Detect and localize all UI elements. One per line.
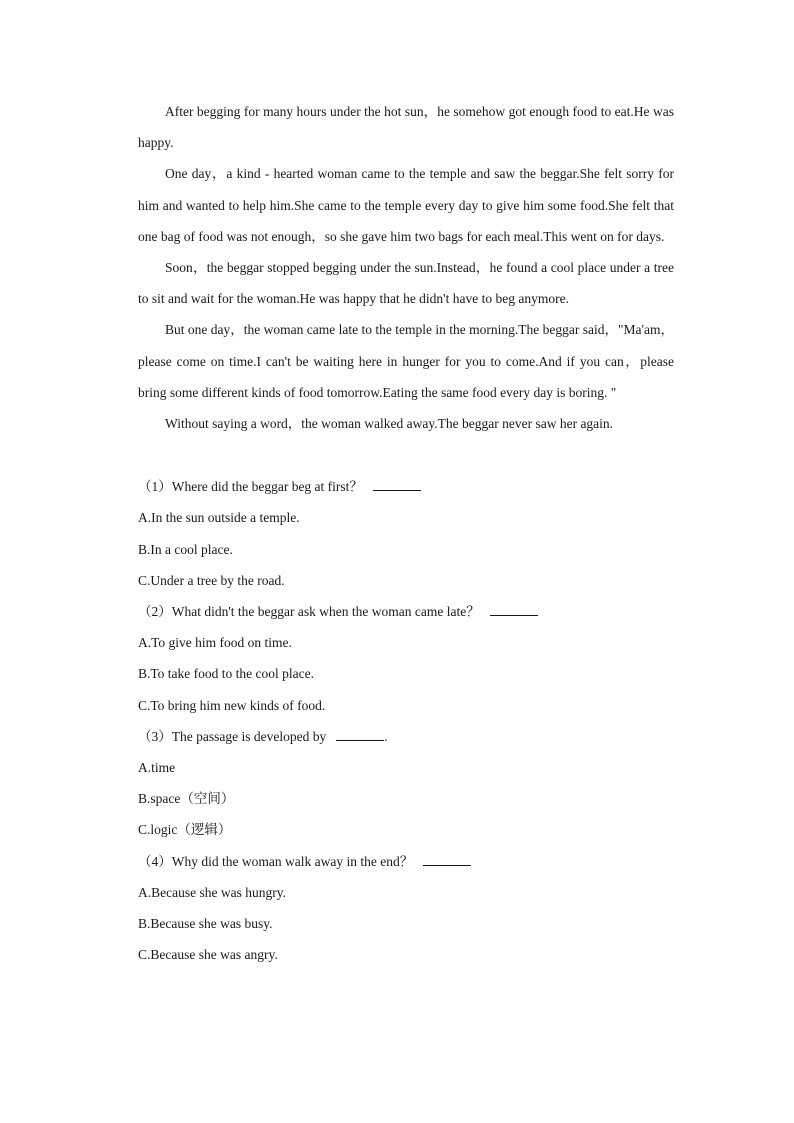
option-c: C.Because she was angry.: [138, 947, 278, 963]
passage-paragraph-2: One day，a kind - hearted woman came to the temple and saw the beggar.She felt sorry for him and wanted to help him.She came to the temple every day to give him some food.She felt that one bag of food was not enough，so she gave him two bags for each meal.This went on for days.: [138, 166, 674, 244]
option-b: B.To take food to the cool place.: [138, 666, 315, 682]
answer-blank[interactable]: [490, 602, 538, 616]
option-c: C.logic（逻辑）: [138, 822, 232, 838]
passage-paragraph-4: But one day，the woman came late to the temple in the morning.The beggar said，"Ma'am，please come on time.I can't be waiting here in hunger for you to come.And if you can，please bring some different kinds of food tomorrow.Eating the same food every day is boring. ": [138, 322, 674, 400]
question-stem: （4）Why did the woman walk away in the end？: [138, 846, 674, 877]
passage-paragraph-5: Without saying a word，the woman walked away.The beggar never saw her again.: [165, 416, 614, 432]
option-b: B.In a cool place.: [138, 541, 233, 557]
answer-blank[interactable]: [336, 727, 384, 741]
question-stem: （1）Where did the beggar beg at first？: [138, 471, 674, 502]
passage-paragraph-1: After begging for many hours under the hot sun，he somehow got enough food to eat.He was happy.: [138, 104, 674, 151]
passage-paragraph-3: Soon，the beggar stopped begging under the sun.Instead，he found a cool place under a tree to sit and wait for the woman.He was happy that he didn't have to beg anymore.: [138, 260, 674, 307]
question-1: [138, 471, 674, 596]
section-spacer: [138, 439, 674, 471]
answer-blank[interactable]: [373, 477, 421, 491]
option-a: A.time: [138, 760, 176, 776]
option-b: B.Because she was busy.: [138, 916, 273, 932]
option-a: A.To give him food on time.: [138, 635, 292, 651]
question-list: [138, 471, 674, 970]
option-c: C.Under a tree by the road.: [138, 572, 285, 588]
question-stem: （2）What didn't the beggar ask when the woman came late？: [138, 596, 674, 627]
option-b: B.space（空间）: [138, 791, 235, 807]
option-a: A.Because she was hungry.: [138, 884, 286, 900]
option-c: C.To bring him new kinds of food.: [138, 697, 326, 713]
question-4: [138, 846, 674, 971]
option-a: A.In the sun outside a temple.: [138, 510, 300, 526]
question-stem: （3）The passage is developed by .: [138, 728, 388, 744]
question-2: [138, 596, 674, 721]
document-page: [138, 96, 674, 970]
answer-blank[interactable]: [423, 852, 471, 866]
reading-passage: [138, 96, 674, 439]
question-3: [138, 721, 674, 846]
